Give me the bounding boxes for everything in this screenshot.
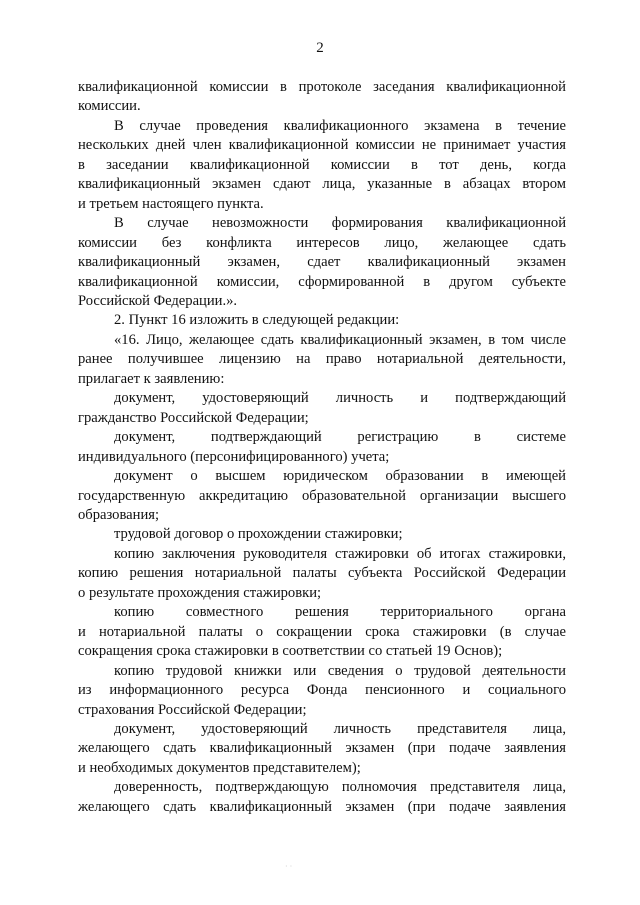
text-line: «16. Лицо, желающее сдать квалификационный экзамен, в том числе [114,331,566,348]
paragraph [78,117,566,214]
text-line: комиссии без конфликта интересов лицо, желающее сдать [78,234,566,251]
text-line: квалификационный экзамен сдают лица, указанные в абзацах втором [78,176,566,193]
text-line: комиссии. [78,98,141,115]
text-line: ранее получившее лицензию на право нотариальной деятельности, [78,351,566,368]
text-line: копию решения нотариальной палаты субъекта Российской Федерации [78,565,566,582]
text-line: образования; [78,506,160,523]
text-line: сокращения срока стажировки в соответствии со статьей 19 Основ); [78,643,503,660]
text-line: копию совместного решения территориального органа [114,604,566,621]
text-line: государственную аккредитацию образовательной организации высшего [78,487,566,504]
text-line: доверенность, подтверждающую полномочия представителя лица, [114,779,566,796]
text-line: В случае проведения квалификационного экзамена в течение [114,117,566,134]
text-line: квалификационный экзамен, сдает квалификационный экзамен [78,254,566,271]
text-line: документ о высшем юридическом образовании в имеющей [114,468,566,485]
paragraph [78,467,566,525]
text-line: документ, удостоверяющий личность представителя лица, [114,720,566,737]
page-number: 2 [316,40,324,56]
text-line: желающего сдать квалификационный экзамен (при подаче заявления [78,798,566,815]
text-line: квалификационной комиссии, сформированной в другом субъекте [78,273,566,290]
paragraph [78,331,566,389]
text-line: желающего сдать квалификационный экзамен (при подаче заявления [78,740,566,757]
text-line: копию трудовой книжки или сведения о трудовой деятельности [114,662,566,679]
text-line: из информационного ресурса Фонда пенсионного и социального [78,682,566,699]
paragraph [78,720,566,778]
text-line: 2. Пункт 16 изложить в следующей редакции: [114,312,400,329]
paragraph [78,545,566,603]
scan-artifact: · · [285,862,293,871]
paragraph [78,603,566,661]
paragraph [78,428,566,467]
document-body [78,78,566,817]
text-line: и нотариальной палаты о сокращении срока стажировки (в случае [78,623,566,640]
paragraph [78,214,566,311]
text-line: нескольких дней член квалификационной комиссии не принимает участия [78,137,566,154]
text-line: копию заключения руководителя стажировки об итогах стажировки, [114,545,566,562]
text-line: трудовой договор о прохождении стажировки; [114,526,403,543]
text-line: квалификационной комиссии в протоколе заседания квалификационной [78,79,566,95]
text-line: и необходимых документов представителем); [78,759,361,776]
paragraph [78,662,566,720]
text-line: индивидуального (персонифицированного) учета; [78,448,390,465]
paragraph [78,311,566,330]
text-line: страхования Российской Федерации; [78,701,307,718]
text-line: документ, удостоверяющий личность и подтверждающий [114,390,566,407]
text-line: в заседании квалификационной комиссии в тот день, когда [78,156,566,173]
paragraph [78,78,566,117]
paragraph [78,389,566,428]
text-line: Российской Федерации.». [78,292,238,309]
text-line: и третьем настоящего пункта. [78,195,264,212]
text-line: В случае невозможности формирования квалификационной [114,215,566,232]
paragraph [78,525,566,544]
text-line: прилагает к заявлению: [78,370,225,387]
text-line: о результате прохождения стажировки; [78,584,322,601]
paragraph [78,778,566,817]
text-line: гражданство Российской Федерации; [78,409,309,426]
text-line: документ, подтверждающий регистрацию в системе [114,429,566,446]
